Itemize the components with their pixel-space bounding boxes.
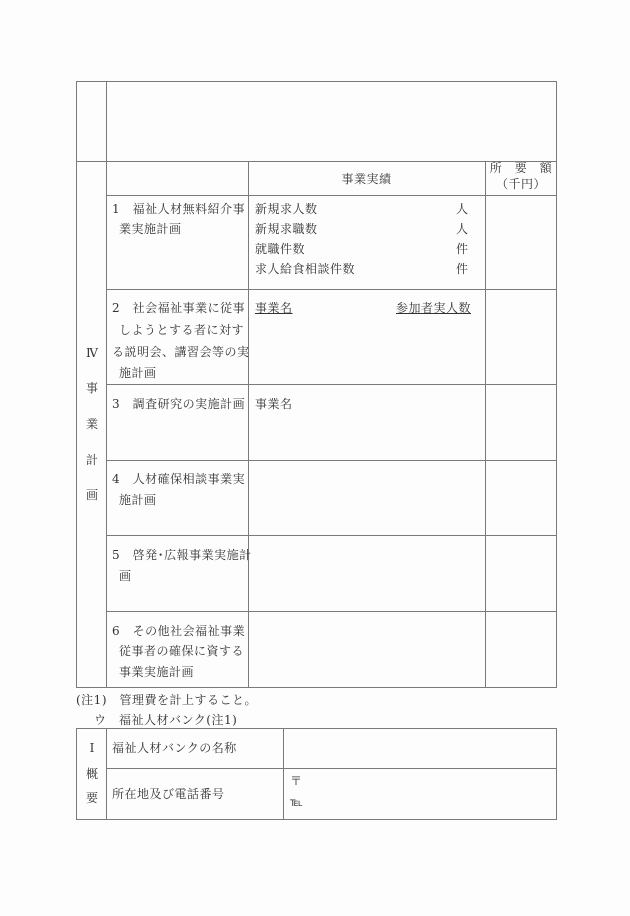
row-title: 施計画 <box>119 366 157 380</box>
row-title: 事業実施計画 <box>119 665 195 679</box>
section-label-char: 概 <box>85 767 98 781</box>
section-label-char: 要 <box>85 791 98 805</box>
table-border-top <box>76 728 557 729</box>
section-heading: ウ 福祉人材バンク(注1) <box>94 713 238 727</box>
row-title: 3 調査研究の実施計画 <box>112 397 246 411</box>
section-label-char: 計 <box>85 453 98 467</box>
phone-mark-icon: ℡ <box>290 795 304 809</box>
header-performance: 事業実績 <box>341 172 392 186</box>
column-divider <box>283 728 284 820</box>
section-label-char: 業 <box>85 417 98 431</box>
table-border-right <box>556 81 557 688</box>
detail-unit: 件 <box>456 242 469 256</box>
field-label-bank-name: 福祉人材バンクの名称 <box>112 741 237 755</box>
row-divider <box>106 535 557 536</box>
row-title: しようとする者に対す <box>119 323 245 337</box>
column-divider <box>485 161 486 688</box>
row-title: 画 <box>119 569 132 583</box>
section-label-char: 事 <box>85 381 98 395</box>
table-border-top <box>76 81 557 82</box>
row-title: 施計画 <box>119 493 157 507</box>
row-title: 5 啓発･広報事業実施計 <box>112 548 252 562</box>
row-title: 業実施計画 <box>119 222 182 236</box>
detail-unit: 人 <box>456 202 469 216</box>
header-cost: 所 要 額 <box>489 161 553 175</box>
column-divider <box>248 161 249 688</box>
column-label-event-name: 事業名 <box>255 397 293 411</box>
row-divider <box>106 195 557 196</box>
section-label-char: 画 <box>85 488 98 502</box>
header-cost-unit: （千円） <box>495 177 546 191</box>
row-divider <box>106 384 557 385</box>
row-title: 1 福祉人材無料紹介事 <box>112 202 246 216</box>
detail-unit: 件 <box>456 262 469 276</box>
row-title: 4 人材確保相談事業実 <box>112 472 246 486</box>
field-label-address-phone: 所在地及び電話番号 <box>112 787 225 801</box>
table-border-right <box>556 728 557 820</box>
row-divider <box>106 289 557 290</box>
row-title: 6 その他社会福祉事業 <box>112 624 246 638</box>
section-label-char: Ⅳ <box>86 346 98 360</box>
detail-label: 求人給食相談件数 <box>255 262 356 276</box>
footnote: (注1) 管理費を計上すること。 <box>76 693 257 707</box>
row-divider <box>106 460 557 461</box>
row-divider <box>106 611 557 612</box>
postal-mark-icon: 〒 <box>290 774 303 788</box>
column-label-participants: 参加者実人数 <box>396 301 472 315</box>
detail-label: 新規求職数 <box>255 222 318 236</box>
row-title: 2 社会福祉事業に従事 <box>112 301 246 315</box>
row-title: 従事者の確保に資する <box>119 644 245 658</box>
detail-label: 就職件数 <box>255 242 306 256</box>
detail-label: 新規求人数 <box>255 202 318 216</box>
row-divider <box>106 768 557 769</box>
detail-unit: 人 <box>456 222 469 236</box>
row-title: る説明会、講習会等の実 <box>112 345 250 359</box>
section-label-char: Ⅰ <box>89 741 95 755</box>
table-border-bottom <box>76 819 557 820</box>
column-label-event-name: 事業名 <box>255 301 293 315</box>
